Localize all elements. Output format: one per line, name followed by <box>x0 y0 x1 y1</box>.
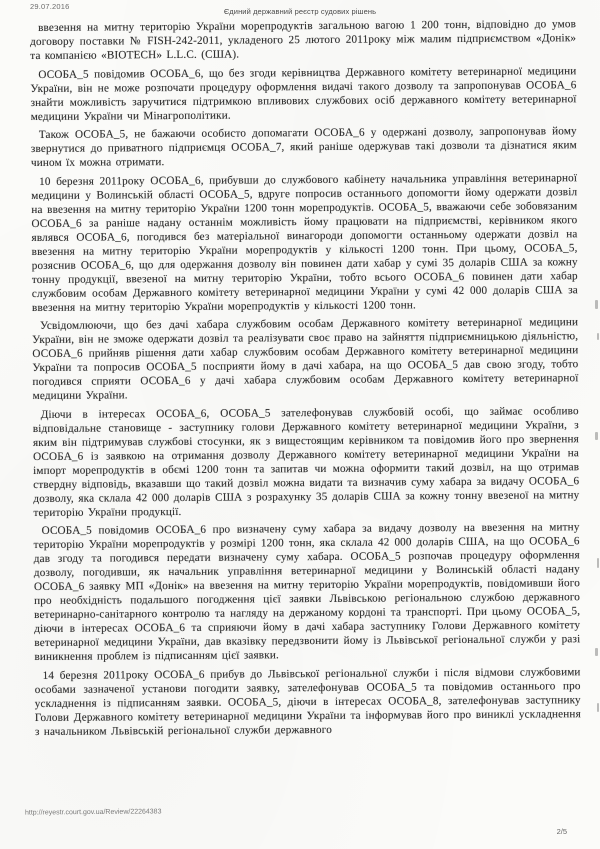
document-paragraph: 14 березня 2011року ОСОБА_6 прибув до Львівської регіональної служби і після відмови службовими особами зазначеної установи погодити заявку, зателефонував ОСОБА_5 та повідомив останнього про ускладнення із підписанням заявки. ОСОБА_5, діючи в інтересах ОСОБА_8, зателефонував заступнику Голови Державного комітету ветеринарної медицини України та інформував його про виниклі ускладнення з начальником Львівській регіональної служби державного <box>34 665 581 738</box>
scan-edge-artifact <box>595 432 598 440</box>
print-date: 29.07.2016 <box>30 2 70 11</box>
document-paragraph: Діючи в інтересах ОСОБА_6, ОСОБА_5 зателефонував службовій особі, що займає особливо відповідальне становище - заступнику голови Державного комітету ветеринарної медицини України, з яким він підтримував службові стосунки, як з вищестоящим керівником та повідомив його про звернення ОСОБА_6 із заявкою на отримання дозволу Державного комітету ветеринарної медицини України на імпорт морепродуктів в обємі 1200 тонн та запитав чи можна оформити такий дозвіл, на що отримав ствердну відповідь, вказавши що такий дозвіл можна видати та визначив суму хабара за видачу ОСОБА_6 дозволу, яка склала 42 000 доларів США з розрахунку 35 доларів США за кожну тонну ввезеної на митну територію України продукції. <box>32 404 580 519</box>
document-paragraph: Усвідомлюючи, що без дачі хабара службовим особам Державного комітету ветеринарної медицини України, він не зможе одержати дозвіл та реалізувати своє право на зайняття підприємницькою діяльністю, ОСОБА_6 прийняв рішення дати хабар службовим особам Державного комітету ветеринарної медицини України та попросив ОСОБА_5 посприяти йому в дачі хабара, на що ОСОБА_5 дав свою згоду, тобто погодився сприяти ОСОБА_6 у дачі хабара службовим особам Державного комітету ветеринарної медицини України. <box>32 316 579 402</box>
document-paragraph: Також ОСОБА_5, не бажаючи особисто допомагати ОСОБА_6 у одержані дозволу, запропонував йому звернутися до приватного підприємця ОСОБА_7, який раніше одержував такі дозволи та дізнатися яким чином їх можна отримати. <box>30 125 577 169</box>
scan-edge-artifact <box>597 558 599 568</box>
document-body <box>30 17 581 743</box>
document-paragraph: ввезення на митну територію України морепродуктів загальною вагою 1 200 тонн, відповідно до умов договору поставки № FISH-242-2011, укладеного 25 лютого 2011року між малим підприємством «Донік» та компанією «ВІОТЕСН» L.L.C. (США). <box>30 18 577 62</box>
document-paragraph: 10 березня 2011року ОСОБА_6, прибувши до службового кабінету начальника управління ветеринарної медицини у Волинській області ОСОБА_5, вдруге попросив останнього допомогти йому одержати дозвіл на ввезення на митну територію України 1200 тонн морепродуктів. ОСОБА_5, вважаючи себе зобовязаним ОСОБА_6 за раніше надану останнім можливість йому працювати на підприємстві, керівником якого являвся ОСОБА_6, погодився без матеріальної винагороди допомогти останньому одержати дозвіл на ввезення на митну територію України морепродуктів у кількості 1200 тонн. При цьому, ОСОБА_5, розяснив ОСОБА_6, що для одержання дозволу він повинен дати хабар у сумі 35 доларів США за кожну тонну продукції, ввезеної на митну територію України, тобто всього ОСОБА_6 повинен дати хабар службовим особам Державного комітету ветеринарної медицини України у сумі 42 000 доларів США за ввезення на митну територію України морепродуктів у кількості 1200 тонн. <box>31 171 578 314</box>
document-paragraph: ОСОБА_5 повідомив ОСОБА_6, що без згоди керівництва Державного комітету ветеринарної медицини України, він не може розпочати процедуру оформлення видачі такого дозволу та запропонував ОСОБА_6 знайти можливість заручитися підтримкою впливових службових осіб державного комітету ветеринарної медицини України чи Мінагрополітики. <box>30 64 577 123</box>
scan-edge-artifact <box>597 333 599 340</box>
scan-edge-artifact <box>595 300 598 309</box>
registry-title: Єдиний державний реєстр судових рішень <box>223 7 377 16</box>
scan-edge-artifact <box>595 648 598 656</box>
scan-edge-artifact <box>597 703 599 712</box>
source-url: http://reyestr.court.gov.ua/Review/22264383 <box>24 808 162 817</box>
page-number: 2/5 <box>556 827 567 836</box>
document-paragraph: ОСОБА_5 повідомив ОСОБА_6 про визначену суму хабара за видачу дозволу на ввезення на митну територію України морепродуктів у розмірі 1200 тонн, яка склала 42 000 доларів США, на що ОСОБА_6 дав згоду та погодився передати визначену суму хабара. ОСОБА_5 розпочав процедуру оформлення дозволу, погодивши, як начальник управління ветеринарної медицини у Волинській області надану ОСОБА_6 заявку МП «Донік» на ввезення на митну територію України морепродуктів, повідомивши його про необхідність подальшого погодження цієї заявки Львівською регіональною службою державного ветеринарно-санітарного контролю та нагляду на держаному кордоні та транспорті. При цьому ОСОБА_5, діючи в інтересах ОСОБА_6 та сприяючи йому в дачі хабара заступнику Голови Державного комітету ветеринарної медицини України, дав вказівку передзвонити йому із Львівської регіональної служби у разі виникнення проблем із підписанням цієї заявки. <box>33 521 581 663</box>
